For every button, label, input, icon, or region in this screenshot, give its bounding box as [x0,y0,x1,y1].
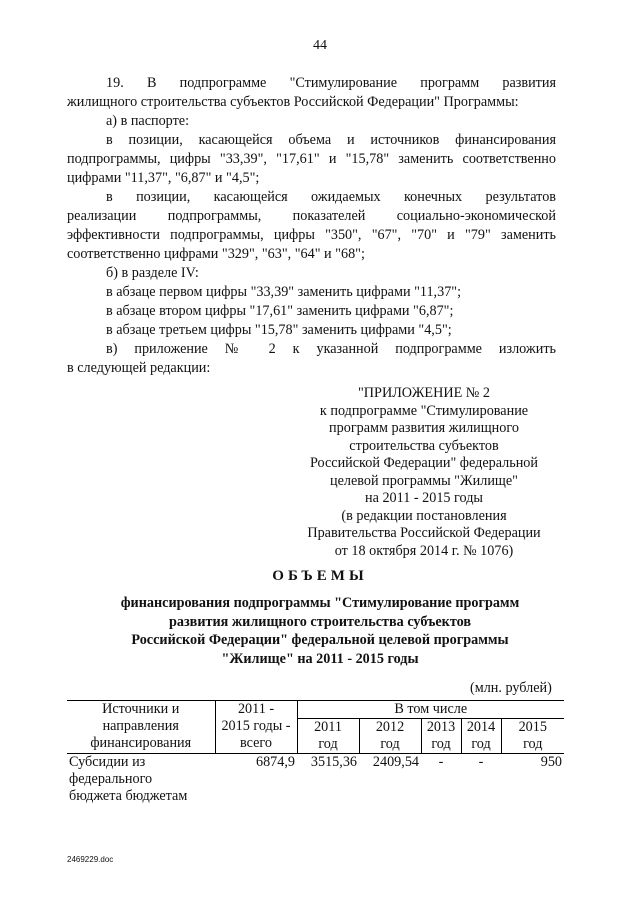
item-a2-line4: соответственно цифрами "329", "63", "64" и "68"; [67,246,365,262]
item-a2-line1: в позиции, касающейся ожидаемых конечных результатов [106,189,556,205]
appendix-line: "ПРИЛОЖЕНИЕ № 2 [358,385,490,401]
row-value: - [438,754,444,770]
appendix-line: строительства субъектов [349,437,499,454]
header-total: 2011 - 2015 годы - всего [215,701,297,754]
item-b-heading: б) в разделе IV: [106,265,199,281]
subtitle-line: финансирования подпрограммы "Стимулирование программ [120,595,520,611]
para-19-line2: жилищного строительства субъектов Российской Федерации" Программы: [67,94,519,110]
header-year: 2014 год [461,719,501,754]
table-row [67,754,564,806]
appendix-line: к подпрограмме "Стимулирование [319,402,529,419]
item-a-heading: а) в паспорте: [106,113,190,129]
row-value: 950 [540,754,562,770]
appendix-line: (в редакции постановления [341,507,507,524]
subtitle-line: развития жилищного строительства субъектов [168,613,472,630]
item-a2-line2: реализации подпрограммы, показателей социально-экономической [67,208,556,224]
item-a-line3: цифрами "11,37", "6,87" и "4,5"; [67,170,260,186]
row-value: 2409,54 [372,754,419,770]
appendix-header [290,385,558,560]
appendix-line: программ развития жилищного [329,420,519,436]
appendix-line: на 2011 - 2015 годы [365,490,483,506]
subtitle-line: "Жилище" на 2011 - 2015 годы [221,650,419,667]
file-footer: 2469229.doc [67,855,114,864]
row-value: - [478,754,484,770]
item-a-line2: подпрограммы, цифры "33,39", "17,61" и "15,78" заменить соответственно [67,151,556,167]
units-label: (млн. рублей) [470,680,552,696]
item-a2-line3: эффективности подпрограммы, цифры "350", "67", "70" и "79" заменить [67,227,556,243]
subtitle-line: Российской Федерации" федеральной целевой программы [131,632,509,648]
header-source: Источники и направления финансирования [67,701,215,754]
document-title: ОБЪЕМЫ [272,568,368,584]
header-year: 2011 год [297,719,359,754]
row-total: 6874,9 [255,754,295,770]
financing-table [67,700,564,805]
header-year: 2013 год [421,719,461,754]
document-subtitle [60,594,580,668]
item-c-line1: в) приложение № 2 к указанной подпрограмме изложить [106,341,556,357]
page-number: 44 [313,38,327,53]
header-including: В том числе [297,701,564,719]
row-source: Субсидии из федерального бюджета бюджетам [69,754,188,804]
appendix-line: целевой программы "Жилище" [330,472,518,489]
appendix-line: Правительства Российской Федерации [307,525,541,541]
header-year: 2015 год [501,719,564,754]
appendix-line: Российской Федерации" федеральной [310,455,538,471]
para-19-line1: 19. В подпрограмме "Стимулирование программ развития [106,75,556,91]
item-b-line3: в абзаце третьем цифры "15,78" заменить цифрами "4,5"; [106,322,452,338]
item-b-line1: в абзаце первом цифры "33,39" заменить цифрами "11,37"; [106,284,462,300]
row-value: 3515,36 [310,754,357,770]
header-year: 2012 год [359,719,421,754]
item-b-line2: в абзаце втором цифры "17,61" заменить цифрами "6,87"; [106,303,454,319]
appendix-line: от 18 октября 2014 г. № 1076) [334,542,514,559]
item-a-line1: в позиции, касающейся объема и источников финансирования [106,132,556,148]
item-c-line2: в следующей редакции: [67,360,211,376]
